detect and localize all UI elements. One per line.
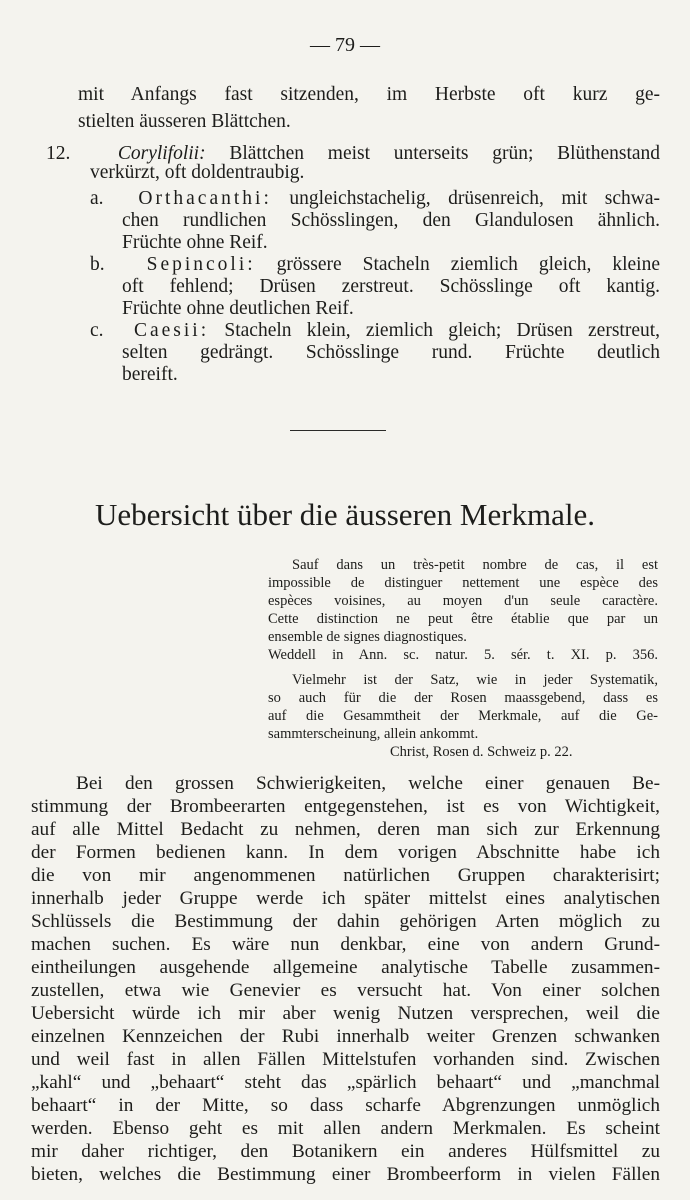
epigraph-line: espèces voisines, au moyen d'un seule caractère. [268,593,658,609]
paragraph-line: die von mir angenommenen natürlichen Gruppen charakterisirt; [31,865,660,886]
text-line: stielten äusseren Blättchen. [78,111,291,132]
paragraph-line: und weil fast in allen Fällen Mittelstufen vorhanden sind. Zwischen [31,1049,660,1070]
section-description: Blättchen meist unterseits grün; Blüthenstand [229,143,661,164]
text-line: bereift. [122,364,178,385]
paragraph-line: „kahl“ und „behaart“ steht das „spärlich behaart“ und „manchmal [31,1072,660,1093]
paragraph-line: auf alle Mittel Bedacht zu nehmen, deren man sich zur Erkennung [31,819,660,840]
item-name: Sepincoli: [146,254,256,275]
item-description: Stacheln klein, ziemlich gleich; Drüsen zerstreut, [224,320,661,341]
epigraph-line: ensemble de signes diagnostiques. [268,629,467,645]
text-line: verkürzt, oft doldentraubig. [90,162,305,183]
text-line: mit Anfangs fast sitzenden, im Herbste oft kurz ge- [78,84,660,105]
epigraph-line: Vielmehr ist der Satz, wie in jeder Systematik, [292,672,658,688]
text-line: chen rundlichen Schösslingen, den Glandulosen ähnlich. [122,210,660,231]
item-a-first-line [90,188,660,210]
epigraph-line: Cette distinction ne peut être établie que par un [268,611,658,627]
text-line: selten gedrängt. Schösslinge rund. Früchte deutlich [122,342,660,363]
paragraph-line: werden. Ebenso geht es mit allen andern Merkmalen. Es scheint [31,1118,660,1139]
paragraph-line: stimmung der Brombeerarten entgegenstehen, ist es von Wichtigkeit, [31,796,660,817]
paragraph-line: eintheilungen ausgehende allgemeine analytische Tabelle zusammen- [31,957,660,978]
paragraph-line: machen suchen. Es wäre nun denkbar, eine von andern Grund- [31,934,660,955]
item-letter: b. [90,254,105,275]
section-heading: Uebersicht über die äusseren Merkmale. [94,497,596,532]
item-description: grössere Stacheln ziemlich gleich, kleine [276,254,660,275]
section-divider [290,430,386,431]
epigraph-line: sammterscheinung, allein ankommt. [268,726,479,742]
epigraph-line: Sauf dans un très-petit nombre de cas, il est [292,557,658,573]
text-line: Früchte ohne Reif. [122,232,268,253]
item-description: ungleichstachelig, drüsenreich, mit schwa- [289,188,661,209]
paragraph-line: innerhalb jeder Gruppe werde ich später mittelst eines analytischen [31,888,660,909]
epigraph-source: Weddell in Ann. sc. natur. 5. sér. t. XI. p. 356. [268,647,658,663]
paragraph-line: bieten, welches die Bestimmung einer Brombeerform in vielen Fällen [31,1164,660,1185]
paragraph-line: einzelnen Kennzeichen der Rubi innerhalb weiter Grenzen schwanken [31,1026,660,1047]
item-name: Orthacanthi: [138,188,272,209]
epigraph-line: so auch für die der Rosen maassgebend, dass es [268,690,658,706]
text-line: Früchte ohne deutlichen Reif. [122,298,354,319]
paragraph-line: Uebersicht würde ich mir aber wenig Nutzen versprechen, weil die [31,1003,660,1024]
item-letter: a. [90,188,104,209]
section-number: 12. [46,143,71,164]
epigraph-source: Christ, Rosen d. Schweiz p. 22. [390,744,573,760]
section-name: Corylifolii: [117,143,206,164]
paragraph-line: mir daher richtiger, den Botanikern ein anderes Hülfsmittel zu [31,1141,660,1162]
paragraph-line: behaart“ in der Mitte, so dass scharfe Abgrenzungen unmöglich [31,1095,660,1116]
paragraph-line: Schlüssels die Bestimmung der dahin gehörigen Arten möglich zu [31,911,660,932]
page-number: — 79 — [310,34,380,56]
item-letter: c. [90,320,104,341]
epigraph-line: auf die Gesammtheit der Merkmale, auf die Ge- [268,708,658,724]
epigraph-line: impossible de distinguer nettement une espèce des [268,575,658,591]
paragraph-line: Bei den grossen Schwierigkeiten, welche einer genauen Be- [76,773,660,794]
text-line: oft fehlend; Drüsen zerstreut. Schösslinge oft kantig. [122,276,660,297]
paragraph-line: der Formen bedienen kann. In dem vorigen Abschnitte habe ich [31,842,660,863]
paragraph-line: zustellen, etwa wie Genevier es versucht hat. Von einer solchen [31,980,660,1001]
item-b-first-line [90,254,660,276]
item-name: Caesii: [133,320,210,341]
item-c-first-line [90,320,660,342]
